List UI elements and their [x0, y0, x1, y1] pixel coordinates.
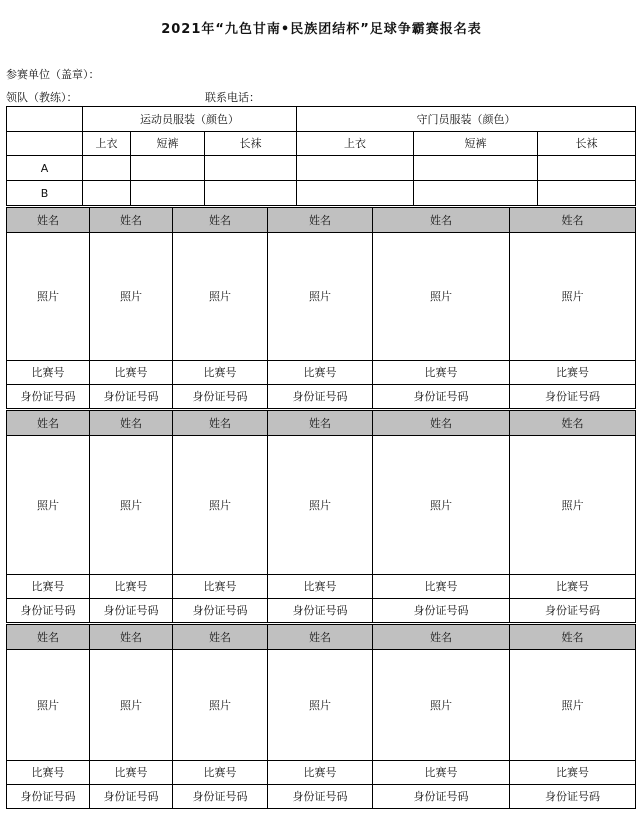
match-number-label: 比赛号	[7, 575, 90, 599]
match-number-label: 比赛号	[90, 575, 173, 599]
player-photo-box: 照片	[268, 436, 373, 575]
player-photo-box: 照片	[268, 650, 373, 761]
match-number-label: 比赛号	[510, 761, 636, 785]
sub-header-keeper-shorts: 短裤	[414, 132, 538, 156]
player-photo-box: 照片	[90, 233, 173, 361]
player-name-label: 姓名	[90, 625, 173, 650]
id-number-label: 身份证号码	[510, 385, 636, 409]
match-number-label: 比赛号	[268, 575, 373, 599]
id-number-label: 身份证号码	[90, 599, 173, 623]
match-number-label: 比赛号	[90, 761, 173, 785]
player-photo-box: 照片	[173, 436, 268, 575]
sub-header-keeper-socks: 长袜	[538, 132, 636, 156]
player-photo-box: 照片	[373, 650, 510, 761]
player-name-label: 姓名	[7, 411, 90, 436]
id-number-label: 身份证号码	[90, 785, 173, 809]
match-number-label: 比赛号	[510, 361, 636, 385]
id-number-label: 身份证号码	[268, 385, 373, 409]
uniform-corner-cell	[7, 132, 83, 156]
player-name-label: 姓名	[373, 411, 510, 436]
match-number-label: 比赛号	[268, 361, 373, 385]
uniform-row-label-a: A	[7, 156, 83, 181]
player-name-label: 姓名	[510, 208, 636, 233]
uniform-cell	[414, 181, 538, 206]
match-number-label: 比赛号	[268, 761, 373, 785]
player-photo-box: 照片	[90, 436, 173, 575]
id-number-label: 身份证号码	[173, 599, 268, 623]
match-number-label: 比赛号	[7, 761, 90, 785]
keeper-uniform-header: 守门员服装（颜色）	[297, 107, 636, 132]
uniform-cell	[131, 181, 205, 206]
match-number-label: 比赛号	[173, 361, 268, 385]
uniform-cell	[83, 156, 131, 181]
player-name-label: 姓名	[510, 411, 636, 436]
id-number-label: 身份证号码	[90, 385, 173, 409]
match-number-label: 比赛号	[90, 361, 173, 385]
match-number-label: 比赛号	[510, 575, 636, 599]
player-photo-box: 照片	[373, 233, 510, 361]
player-photo-box: 照片	[7, 650, 90, 761]
uniform-cell	[131, 156, 205, 181]
id-number-label: 身份证号码	[7, 785, 90, 809]
uniform-row-label-b: B	[7, 181, 83, 206]
player-block-3	[6, 624, 636, 809]
uniform-cell	[414, 156, 538, 181]
player-photo-box: 照片	[7, 436, 90, 575]
contact-phone-label: 联系电话：	[205, 91, 260, 104]
id-number-label: 身份证号码	[173, 785, 268, 809]
player-name-label: 姓名	[90, 208, 173, 233]
match-number-label: 比赛号	[173, 575, 268, 599]
uniform-cell	[538, 156, 636, 181]
id-number-label: 身份证号码	[7, 599, 90, 623]
id-number-label: 身份证号码	[268, 599, 373, 623]
player-name-label: 姓名	[90, 411, 173, 436]
sub-header-player-top: 上衣	[83, 132, 131, 156]
match-number-label: 比赛号	[173, 761, 268, 785]
player-photo-box: 照片	[173, 233, 268, 361]
match-number-label: 比赛号	[7, 361, 90, 385]
player-photo-box: 照片	[373, 436, 510, 575]
player-name-label: 姓名	[7, 208, 90, 233]
sub-header-player-socks: 长袜	[205, 132, 297, 156]
player-uniform-header: 运动员服装（颜色）	[83, 107, 297, 132]
player-photo-box: 照片	[90, 650, 173, 761]
player-name-label: 姓名	[7, 625, 90, 650]
uniform-cell	[205, 156, 297, 181]
uniform-cell	[297, 156, 414, 181]
player-photo-box: 照片	[268, 233, 373, 361]
id-number-label: 身份证号码	[373, 385, 510, 409]
player-block-1	[6, 207, 636, 409]
sub-header-player-shorts: 短裤	[131, 132, 205, 156]
id-number-label: 身份证号码	[510, 599, 636, 623]
id-number-label: 身份证号码	[7, 385, 90, 409]
uniform-cell	[297, 181, 414, 206]
match-number-label: 比赛号	[373, 575, 510, 599]
player-name-label: 姓名	[173, 625, 268, 650]
uniform-cell	[83, 181, 131, 206]
id-number-label: 身份证号码	[268, 785, 373, 809]
player-photo-box: 照片	[510, 436, 636, 575]
player-photo-box: 照片	[510, 650, 636, 761]
id-number-label: 身份证号码	[373, 599, 510, 623]
player-block-2	[6, 410, 636, 623]
player-photo-box: 照片	[7, 233, 90, 361]
player-name-label: 姓名	[173, 208, 268, 233]
player-name-label: 姓名	[268, 411, 373, 436]
team-leader-label: 领队（教练）：	[6, 91, 78, 104]
player-photo-box: 照片	[510, 233, 636, 361]
id-number-label: 身份证号码	[373, 785, 510, 809]
player-name-label: 姓名	[268, 625, 373, 650]
sub-header-keeper-top: 上衣	[297, 132, 414, 156]
match-number-label: 比赛号	[373, 761, 510, 785]
player-name-label: 姓名	[268, 208, 373, 233]
uniform-color-table	[6, 106, 636, 206]
player-name-label: 姓名	[173, 411, 268, 436]
uniform-corner-cell	[7, 107, 83, 132]
player-photo-box: 照片	[173, 650, 268, 761]
form-title: 2021年“九色甘南•民族团结杯”足球争霸赛报名表	[161, 22, 482, 37]
id-number-label: 身份证号码	[173, 385, 268, 409]
match-number-label: 比赛号	[373, 361, 510, 385]
id-number-label: 身份证号码	[510, 785, 636, 809]
team-unit-label: 参赛单位（盖章）：	[6, 68, 100, 81]
player-name-label: 姓名	[510, 625, 636, 650]
uniform-cell	[205, 181, 297, 206]
player-name-label: 姓名	[373, 208, 510, 233]
player-name-label: 姓名	[373, 625, 510, 650]
uniform-cell	[538, 181, 636, 206]
